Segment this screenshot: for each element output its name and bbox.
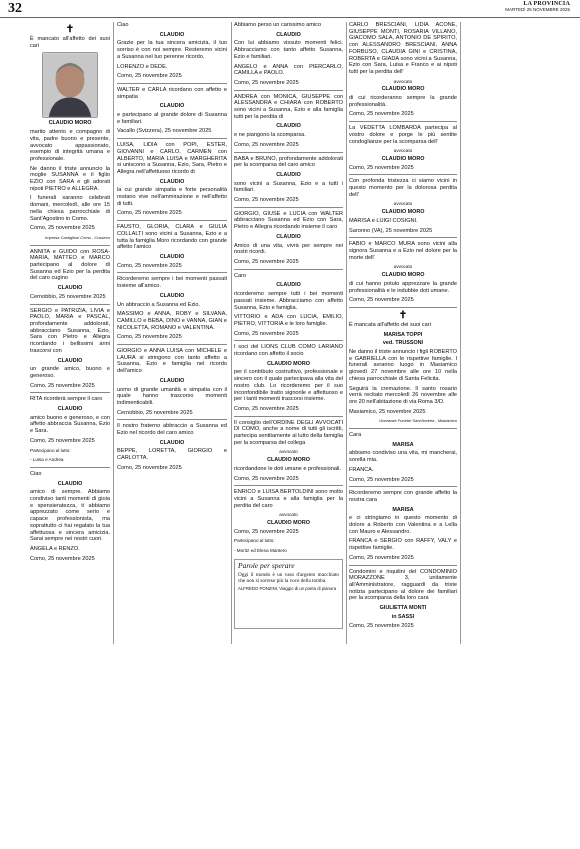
notice-text: Con lui abbiamo vissuto momenti felici. Abbracciamo con tanto affetto Susanna, Ezio e familiari.	[234, 40, 343, 60]
notice-signature: CLAUDIO	[57, 406, 83, 413]
notice-partecipants-label: Partecipano al lutto:	[234, 538, 275, 544]
notice-text: e ci stringiamo in questo momento di dolore a Roberto con Valentina e a Lella con Mauro e Alessandro.	[349, 515, 457, 535]
notice-signature: CLAUDIO MORO	[381, 209, 425, 216]
notice-title: avvocato	[393, 201, 413, 207]
notice-text: Ne danno il triste annuncio i figli ROBERTO e GABRIELLA con le rispettive famiglie. I funerali avranno luogo in Masiamico giovedì 27 novembre alle ore 10 nella chiesa parrocchiale di Santa Felicita.	[349, 349, 457, 382]
notice-signature: CLAUDIO MORO	[267, 520, 310, 527]
deceased-name: CLAUDIO MORO	[48, 120, 92, 127]
notice-text: Grazie per la tua sincera amicizia, il tuo sorriso è con noi sempre. Resteremo vicini a Susanna nel tuo perenne ricordo.	[117, 40, 227, 60]
portrait-photo	[42, 52, 98, 118]
notice-text: marito attento e compagno di vita, padre buono e presente, avvocato appassionato, esempio di integrità umana e professionale.	[30, 129, 110, 162]
notice-date: Saronno (VA), 25 novembre 2025	[349, 227, 433, 234]
divider	[234, 207, 343, 208]
notice-signature: CLAUDIO	[57, 357, 83, 364]
notice-text: GIORGIO e ANNA LUISA con MICHELE e LAURA si stringono con tanto affetto a Susanna, Ezio e famiglia nel ricordo dell'amico	[117, 348, 227, 375]
column-rule	[231, 22, 232, 644]
notice-date: Como, 25 novembre 2025	[234, 405, 299, 412]
notice-title: avvocato	[393, 148, 413, 154]
masthead	[505, 1, 570, 13]
notice-signature: CLAUDIO	[57, 480, 83, 487]
divider	[117, 220, 227, 221]
notice-date: Como, 25 novembre 2025	[349, 554, 414, 561]
notice-signature: CLAUDIO MORO	[267, 360, 310, 367]
column-rule	[113, 22, 114, 644]
notice-signature: CLAUDIO	[57, 285, 83, 292]
notice-text: di cui hanno potuto apprezzare la grande professionalità e le indubbie doti umane.	[349, 280, 457, 294]
notice-date: Como, 25 novembre 2025	[30, 225, 95, 232]
notice-text: RITA ricorderà sempre il caro	[30, 396, 103, 403]
notice-text: la cui grande simpatia e forte personalità restano vive nell'ammirazione e nell'affetto di tutti.	[117, 187, 227, 207]
cross-icon: ✝	[398, 309, 408, 321]
notice-partecipants: - Moritz ed Elena Mantero	[234, 548, 287, 554]
notice-signature-married: in SASSI	[391, 613, 415, 620]
divider	[30, 467, 110, 468]
quote-body: Oggi il mondo è un vaso d'argento macchiato che non si sorreso più la voce della tomba.	[238, 571, 339, 584]
notice-date: Como, 25 novembre 2025	[349, 622, 414, 629]
page-header	[0, 0, 580, 18]
notice-text: un grande amico, buono e generoso.	[30, 366, 110, 379]
notice-text: abbiamo condiviso una vita, mi mancherai, sorella mia.	[349, 450, 457, 464]
notice-signature: CLAUDIO	[276, 282, 301, 289]
notice-text: SERGIO e PATRIZIA, LIVIA e PAOLO, MARIA e PASCAL, profondamente addolorati, abbracciano Susanna, Ezio, Sara con Pietro e Allegra ricordando i bellissimi anni trascorsi con	[30, 307, 110, 354]
notice-date: Como, 25 novembre 2025	[117, 464, 182, 471]
column-rule	[460, 22, 461, 644]
notice-text: La VEDETTA LOMBARDA partecipa al vostro dolore e porge le più sentite condoglianze per la scomparsa dell'	[349, 125, 457, 145]
notice-text: Ciao	[30, 470, 42, 477]
notice-text: VITTORIO e ADA con LUCIA, EMILIO, PIETRO, VITTORIA e le loro famiglie.	[234, 314, 343, 327]
notice-text: amico buono e generoso, e con affetto abbraccia Susanna, Ezio e Sara.	[30, 414, 110, 435]
notice-text: amico di sempre. Abbiamo condiviso tanti momenti di gioia e spensieratezza, ti abbiamo apprezzato come serio e capace professionista, ma soprattutto ci hai regalato la tua affettuosa e sincera amicizia. Sarai sempre nei nostri cuori.	[30, 489, 110, 543]
notice-signature: MARISA	[392, 441, 414, 448]
deceased-name: MARISA TOPPI	[383, 331, 423, 338]
notice-text: GIORGIO, GIUSE e LUCIA con WALTER abbracciano Susanna ed Ezio con Sara, Pietro e Allegra ricordando insieme il caro	[234, 210, 343, 231]
notice-date: Como, 25 novembre 2025	[30, 437, 95, 444]
page-number: 32	[8, 1, 22, 16]
notice-date: Cernobbio, 25 novembre 2025	[117, 409, 193, 416]
notice-date: Como, 25 novembre 2025	[117, 334, 182, 341]
column-2	[117, 22, 227, 648]
notice-text: Ricorderemo sempre i bei momenti passati insieme all'amico.	[117, 276, 227, 290]
notice-text: CARLO BRESCIANI, LIDIA ACONE, GIUSEPPE MONTI, ROSARIA VILLANO, GIACOMO SALA, ANTONIO DE SPIRITO, con ALESSANDRO BRESCIANI, ANNA FORBUSO, CLAUDIA GINI e CRISTINA, ROBERTA e GIADA sono vicini a Susanna, Ezio con Sara, Luisa e Franco e ai nipoti tutti per la perdita dell'	[349, 22, 457, 75]
divider	[117, 83, 227, 84]
notice-title: avvocato	[393, 264, 413, 270]
notice-text: sono vicini a Susanna, Ezio e a tutti i familiari.	[234, 180, 343, 194]
notice-text: MASSIMO e ANNA, ROBY e SILVANA, CAMILLO e BEBA, DINO e VANNA, GIAN e NICOLETTA, ROMANO e VALENTINA.	[117, 311, 227, 331]
notice-text: Cara	[349, 432, 362, 439]
divider	[30, 245, 110, 246]
notice-signature: CLAUDIO	[276, 171, 301, 178]
notice-text: ANGELA e RENZO.	[30, 545, 80, 552]
notice-text: ricordandone le doti umane e professionali.	[234, 465, 341, 472]
notice-text: di cui ricorderanno sempre la grande professionalità.	[349, 95, 457, 108]
notice-date: Como, 25 novembre 2025	[349, 111, 414, 118]
quote-title: Parole per sperare	[238, 560, 295, 570]
notice-date: Como, 25 novembre 2025	[117, 262, 182, 269]
divider	[349, 428, 457, 429]
notice-partecipants: - Luisa e Andrea	[30, 457, 64, 463]
notice-date: Como, 25 novembre 2025	[349, 297, 414, 304]
notice-signature: GIULIETTA MONTI	[379, 605, 427, 612]
notice-text: Abbiamo perso un carissimo amico	[234, 22, 322, 28]
notice-date: Como, 25 novembre 2025	[234, 528, 299, 535]
divider	[349, 237, 457, 238]
divider	[117, 272, 227, 273]
notice-signature: CLAUDIO	[159, 292, 185, 299]
notice-date: Como, 25 novembre 2025	[234, 258, 299, 265]
notice-text: BEPPE, LORETTA, GIORGIO e CARLOTTA.	[117, 448, 227, 462]
notice-text: per il contributo costruttivo, professionale e sincero con il quale partecipava alla vita del nostro club. Lo ricorderemo per il suo inconfondibile tratto signorile e affettuoso e per i tanti momenti trascorsi insieme.	[234, 369, 343, 403]
notice-title: avvocato	[279, 449, 298, 455]
notice-text: FRANCA e SERGIO con RAFFY, VALY e rispettive famiglie.	[349, 538, 457, 552]
divider	[30, 392, 110, 393]
masthead-title: LA PROVINCIA	[523, 1, 570, 7]
notice-text: uomo di grande umanità e simpatia con il quale hanno trascorso momenti indimenticabili.	[117, 386, 227, 406]
divider	[234, 90, 343, 91]
notice-text: Condomini e inquilini del CONDOMINIO MORAZZONE 3, unitamente all'Amministratore, ragguardi da triste notizia partecipano al dolore dei familiari per la scomparsa della loro cara	[349, 568, 457, 602]
notice-text: Caro	[234, 272, 247, 279]
notice-text: e ne piangono la scomparsa.	[234, 132, 306, 139]
notice-title: avvocato	[393, 78, 413, 84]
notice-date: Vacallo (Svizzera), 25 novembre 2025	[117, 128, 212, 135]
notice-signature: CLAUDIO	[159, 439, 185, 446]
notice-text: ENRICO e LUISA BERTOLDINI sono molto vicini a Susanna e alla famiglia per la perdita del caro	[234, 489, 343, 509]
notice-text: MARISA e LUIGI COSIGNI.	[349, 217, 418, 224]
notice-intro: È mancata all'affetto dei suoi cari	[349, 321, 431, 328]
notice-date: Como, 25 novembre 2025	[117, 210, 182, 217]
notice-signature: CLAUDIO MORO	[267, 457, 310, 464]
notice-text: ANDREA con MONICA, GIUSEPPE con ALESSANDRA e CHIARA con ROBERTO sono vicini a Susanna, Ezio e alla famiglia tutti per la perdita di	[234, 93, 343, 120]
notice-text: Amico di una vita, vivrà per sempre nei nostri ricordi.	[234, 242, 343, 256]
quote-author: ALFREDO PONZINI, Viaggio di un poeta di pianura	[238, 586, 337, 591]
notice-partecipants-label: Partecipano al lutto:	[30, 447, 71, 453]
notice-signature: CLAUDIO	[276, 233, 301, 240]
notice-date: Como, 25 novembre 2025	[30, 555, 95, 562]
notice-signature: CLAUDIO MORO	[381, 86, 425, 93]
notice-text: I soci del LIONS CLUB COMO LARIANO ricordano con affetto il socio	[234, 344, 343, 358]
column-3	[234, 22, 343, 845]
notice-text: FABIO e MARCO MURA sono vicini alla signora Susanna e a Ezio nel dolore per la morte dell'	[349, 241, 457, 261]
notice-date: Como, 25 novembre 2025	[349, 164, 414, 171]
notice-text: LORENZO e DEDE.	[117, 63, 168, 70]
notice-signature: CLAUDIO	[159, 377, 185, 384]
notice-signature: CLAUDIO	[159, 103, 185, 110]
divider	[117, 138, 227, 139]
divider	[349, 486, 457, 487]
notice-credit: Onoranze Funebri Sant'Andrea - Masiamico	[379, 418, 457, 424]
divider	[234, 485, 343, 486]
notice-text: FRANCA.	[349, 466, 374, 473]
notice-text: Ciao	[117, 22, 129, 28]
notice-date: Como, 25 novembre 2025	[234, 79, 299, 86]
notice-signature: CLAUDIO MORO	[381, 155, 425, 162]
divider	[349, 174, 457, 175]
notice-text: WALTER e CARLA ricordano con affetto e simpatia	[117, 86, 227, 100]
notice-intro: È mancato all'affetto dei suoi cari	[30, 36, 110, 49]
notice-signature: CLAUDIO	[159, 178, 185, 185]
notice-signature: CLAUDIO	[159, 253, 185, 260]
notice-text: LUISA, LIDIA con POPI, ESTER, GIOVANNI e CARLO, CARMEN con ALBERTO, MARIA LUISA e MARGHERITA si uniscono a Susanna, Ezio, Sara, Pietro e Allegra nell'affettuoso ricordo di	[117, 142, 227, 175]
divider	[234, 269, 343, 270]
column-rule	[346, 22, 347, 644]
divider	[349, 565, 457, 566]
notice-date: Como, 25 novembre 2025	[30, 382, 95, 389]
notice-text: Ne danno il triste annuncio la moglie SUSANNA e il figlio EZIO con SARA e gli adorati nipoti PIETRO e ALLEGRA.	[30, 165, 110, 192]
notice-date: Como, 25 novembre 2025	[117, 73, 182, 80]
notice-text: e partecipano al grande dolore di Susanna e familiari.	[117, 112, 227, 125]
notice-signature: MARISA	[392, 506, 414, 513]
divider	[117, 344, 227, 345]
column-1	[30, 22, 110, 648]
notice-signature: CLAUDIO	[276, 123, 301, 130]
divider	[117, 419, 227, 420]
deceased-name-married: ved. TRUSSONI	[382, 340, 424, 347]
divider	[349, 121, 457, 122]
notice-date: Cernobbio, 25 novembre 2025	[30, 293, 106, 300]
notice-date: Como, 25 novembre 2025	[234, 197, 299, 204]
notice-text: BABA e BRUNO, profondamente addolorati per la scomparsa del caro amico	[234, 155, 343, 169]
notice-date: Como, 25 novembre 2025	[234, 475, 299, 482]
notice-text: Il consiglio dell'ORDINE DEGLI AVVOCATI DI COMO, anche a nome di tutti gli iscritti, partecipa sentitamente al lutto della famiglia per la scomparsa del collega	[234, 419, 343, 446]
notice-text: I funerali saranno celebrati domani, mercoledì, alle ore 15 nella chiesa parrocchiale di Sant'Agostino in Como.	[30, 195, 110, 222]
masthead-date: MARTEDÌ 25 NOVEMBRE 2025	[505, 7, 570, 12]
notice-text: ricorderemo sempre tutti i bei momenti passati insieme. Abbracciamo con affetto Susanna, Ezio e famiglia.	[234, 291, 343, 311]
column-4	[349, 22, 457, 845]
quote-box	[234, 559, 343, 629]
notice-date: Como, 25 novembre 2025	[234, 141, 299, 148]
notice-text: Il nostro fraterno abbraccio a Susanna ed Ezio nel ricordo del caro amico	[117, 423, 227, 437]
divider	[234, 416, 343, 417]
divider	[349, 307, 457, 308]
divider	[30, 304, 110, 305]
notice-signature: CLAUDIO	[159, 31, 185, 38]
notice-signature: CLAUDIO MORO	[381, 272, 425, 279]
notice-text: ANNITA e GUIDO con ROSA-MARIA, MATTEO e MARCO partecipano al dolore di Susanna ed Ezio per la perdita del caro cugino	[30, 248, 110, 282]
divider	[234, 340, 343, 341]
notice-signature: CLAUDIO	[276, 31, 301, 38]
notice-date: Como, 25 novembre 2025	[234, 330, 299, 337]
notice-title: avvocato	[279, 512, 298, 518]
notice-text: Ricorderemo sempre con grande affetto la nostra cara	[349, 490, 457, 503]
notice-text: Con profonda tristezza ci siamo vicini in questo momento per la dolorosa perdita dell'	[349, 178, 457, 198]
notice-text: FAUSTO, GLORIA, CLARA e GIULIA COLLALTI sono vicini a Susanna, Ezio e a tutta la famiglia Moro ricordando con grande affetto l'amico	[117, 224, 227, 251]
notice-date: Como, 25 novembre 2025	[349, 476, 414, 483]
notice-text: Un abbraccio a Susanna ed Ezio.	[117, 301, 201, 308]
notice-text: ANGELO e ANNA con PIERCARLO, CAMILLA e PAOLO.	[234, 63, 343, 77]
notice-text: Seguirà la cremazione. Il santo rosario verrà recitato mercoledì 26 novembre alle ore 20 nell'abitazione di via Roma 3/D.	[349, 385, 457, 405]
notice-credit: Impresa Castiglioni Como - Cosseco	[45, 234, 110, 240]
cross-icon: ✝	[65, 24, 75, 35]
notice-date: Masiamico, 25 novembre 2025	[349, 408, 426, 415]
divider	[234, 152, 343, 153]
